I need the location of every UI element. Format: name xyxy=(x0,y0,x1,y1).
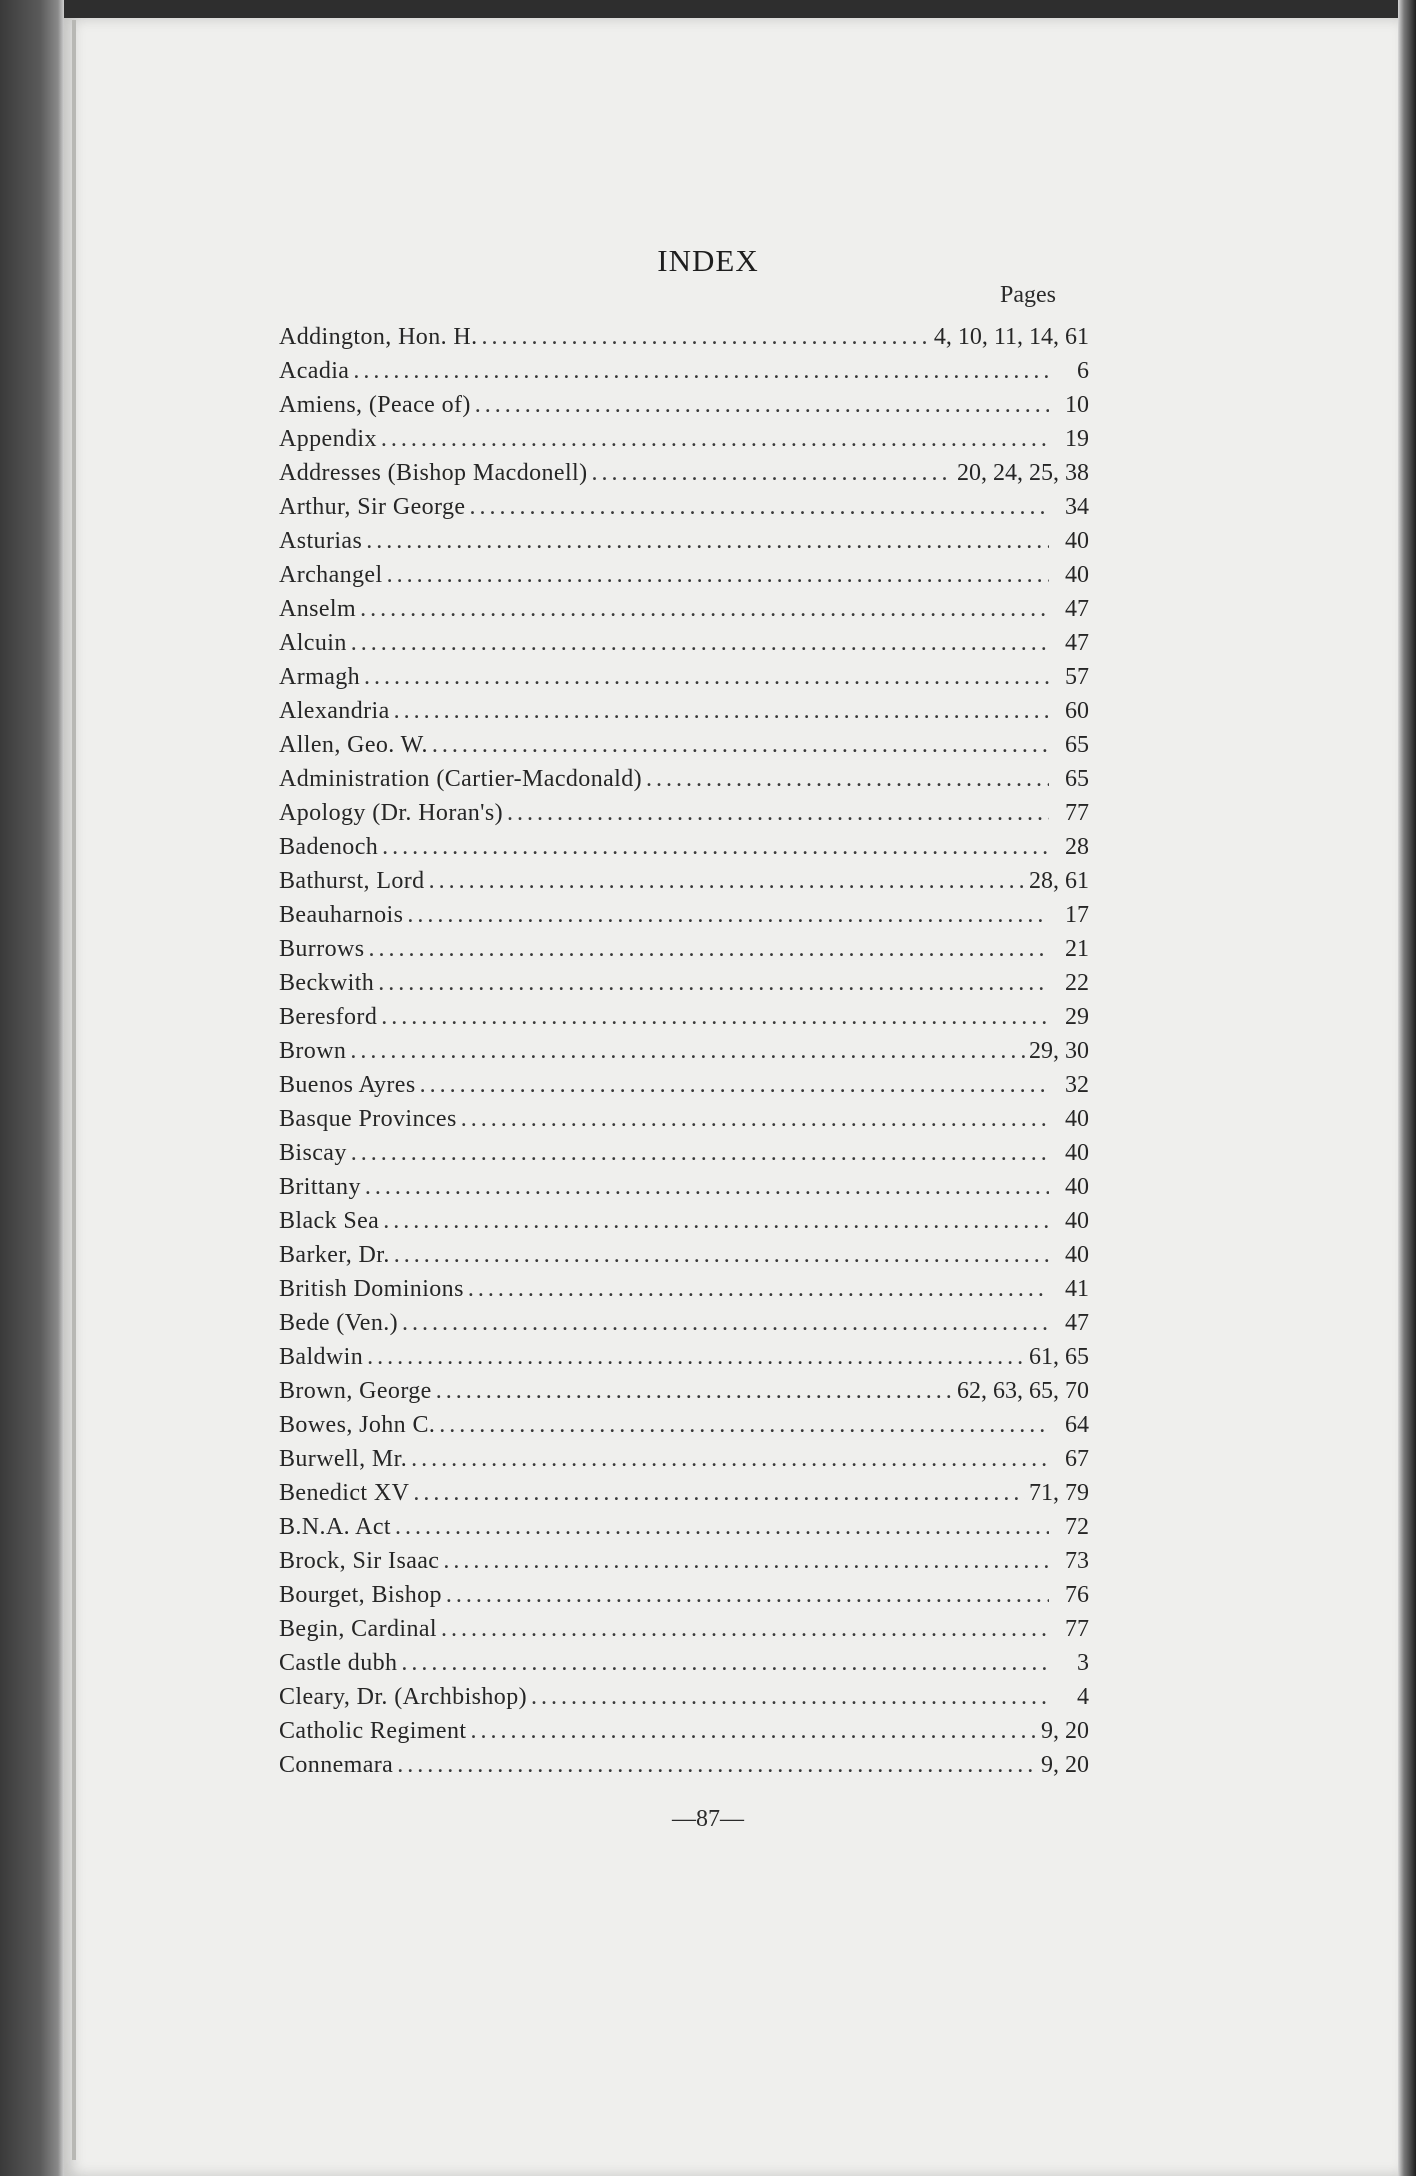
index-entry-pages: 4, 10, 11, 14, 61 xyxy=(933,324,1089,350)
index-entry-pages: 76 xyxy=(1065,1582,1089,1608)
binding-line xyxy=(72,20,76,2160)
index-entry xyxy=(279,388,1089,422)
index-entry xyxy=(279,1374,1089,1408)
index-entry-name: Addresses (Bishop Macdonell) xyxy=(279,460,588,486)
index-entry-name: Acadia xyxy=(279,358,350,384)
index-entry-pages: 28, 61 xyxy=(1029,868,1089,894)
index-entry-name: Alcuin xyxy=(279,630,347,656)
dot-leader xyxy=(475,388,1049,422)
dot-leader xyxy=(439,1408,1049,1442)
index-entry-name: Connemara xyxy=(279,1752,394,1778)
dot-leader xyxy=(381,422,1049,456)
index-entry-name: Biscay xyxy=(279,1140,347,1166)
index-entry-name: British Dominions xyxy=(279,1276,464,1302)
index-entry-pages: 77 xyxy=(1065,800,1089,826)
dot-leader xyxy=(429,864,1025,898)
index-entry xyxy=(279,1714,1089,1748)
index-entry xyxy=(279,1306,1089,1340)
index-entry-name: Brittany xyxy=(279,1174,361,1200)
index-entry-name: Beauharnois xyxy=(279,902,404,928)
index-entry-pages: 17 xyxy=(1065,902,1089,928)
index-entry-name: Cleary, Dr. (Archbishop) xyxy=(279,1684,527,1710)
index-entry-pages: 40 xyxy=(1065,1106,1089,1132)
index-entry-pages: 9, 20 xyxy=(1041,1752,1089,1778)
index-entry-pages: 4 xyxy=(1077,1684,1089,1710)
index-entry-name: Archangel xyxy=(279,562,383,588)
index-entry xyxy=(279,1340,1089,1374)
dot-leader xyxy=(395,1510,1049,1544)
index-entry-pages: 47 xyxy=(1065,630,1089,656)
index-entry-pages: 6 xyxy=(1077,358,1089,384)
index-entry-pages: 41 xyxy=(1065,1276,1089,1302)
index-entry-pages: 47 xyxy=(1065,1310,1089,1336)
index-entry-name: Allen, Geo. W. xyxy=(279,732,428,758)
index-entry xyxy=(279,1612,1089,1646)
dot-leader xyxy=(387,558,1049,592)
index-entry xyxy=(279,932,1089,966)
index-entry xyxy=(279,1102,1089,1136)
index-entry-pages: 10 xyxy=(1065,392,1089,418)
dot-leader xyxy=(351,1136,1049,1170)
index-entry xyxy=(279,456,1089,490)
index-entry xyxy=(279,1748,1089,1782)
index-entry xyxy=(279,524,1089,558)
index-entry xyxy=(279,422,1089,456)
index-entry-name: Black Sea xyxy=(279,1208,380,1234)
dot-leader xyxy=(382,830,1049,864)
dot-leader xyxy=(383,1204,1049,1238)
index-entry-name: Beckwith xyxy=(279,970,375,996)
dot-leader xyxy=(381,1000,1049,1034)
index-entry-name: Brock, Sir Isaac xyxy=(279,1548,440,1574)
index-entry-name: Apology (Dr. Horan's) xyxy=(279,800,504,826)
dot-leader xyxy=(407,898,1049,932)
index-entry xyxy=(279,490,1089,524)
dot-leader xyxy=(413,1476,1025,1510)
dot-leader xyxy=(350,1034,1025,1068)
index-entry-name: Bowes, John C. xyxy=(279,1412,436,1438)
index-entry-name: Brown, George xyxy=(279,1378,432,1404)
index-entry xyxy=(279,1238,1089,1272)
index-entry-pages: 40 xyxy=(1065,1242,1089,1268)
index-entry-pages: 32 xyxy=(1065,1072,1089,1098)
index-entry xyxy=(279,558,1089,592)
dot-leader xyxy=(397,1748,1037,1782)
index-entry-pages: 71, 79 xyxy=(1029,1480,1089,1506)
index-entry-name: Appendix xyxy=(279,426,377,452)
index-entry xyxy=(279,864,1089,898)
scan-left-edge xyxy=(0,0,64,2176)
dot-leader xyxy=(420,1068,1049,1102)
index-entry-pages: 20, 24, 25, 38 xyxy=(957,460,1089,486)
dot-leader xyxy=(469,490,1049,524)
page-number: —87— xyxy=(672,1806,744,1832)
index-entry-name: Amiens, (Peace of) xyxy=(279,392,471,418)
index-entry-pages: 67 xyxy=(1065,1446,1089,1472)
index-entry-name: Arthur, Sir George xyxy=(279,494,466,520)
index-entry xyxy=(279,1408,1089,1442)
index-entry xyxy=(279,1476,1089,1510)
index-entry-name: Badenoch xyxy=(279,834,379,860)
dot-leader xyxy=(368,932,1049,966)
page-title: INDEX xyxy=(657,243,759,278)
index-entry-list xyxy=(279,320,1089,1782)
index-entry-pages: 61, 65 xyxy=(1029,1344,1089,1370)
index-entry-name: Catholic Regiment xyxy=(279,1718,467,1744)
index-entry-pages: 77 xyxy=(1065,1616,1089,1642)
index-entry xyxy=(279,1544,1089,1578)
index-entry-pages: 34 xyxy=(1065,494,1089,520)
index-entry xyxy=(279,592,1089,626)
index-entry-pages: 47 xyxy=(1065,596,1089,622)
dot-leader xyxy=(353,354,1049,388)
index-entry xyxy=(279,1034,1089,1068)
scan-right-edge xyxy=(1398,0,1416,2176)
index-entry-name: Administration (Cartier-Macdonald) xyxy=(279,766,643,792)
index-entry xyxy=(279,1442,1089,1476)
dot-leader xyxy=(378,966,1049,1000)
index-entry-pages: 64 xyxy=(1065,1412,1089,1438)
index-entry-name: Anselm xyxy=(279,596,357,622)
index-entry-name: Alexandria xyxy=(279,698,390,724)
index-entry-pages: 3 xyxy=(1077,1650,1089,1676)
index-entry-name: Begin, Cardinal xyxy=(279,1616,437,1642)
index-entry-pages: 73 xyxy=(1065,1548,1089,1574)
index-entry-name: Benedict XV xyxy=(279,1480,410,1506)
index-entry xyxy=(279,1170,1089,1204)
index-entry-name: Beresford xyxy=(279,1004,378,1030)
index-entry-pages: 60 xyxy=(1065,698,1089,724)
index-entry xyxy=(279,966,1089,1000)
dot-leader xyxy=(394,694,1049,728)
index-entry-pages: 29 xyxy=(1065,1004,1089,1030)
index-entry xyxy=(279,354,1089,388)
dot-leader xyxy=(402,1306,1049,1340)
dot-leader xyxy=(470,1714,1037,1748)
index-entry-name: Bede (Ven.) xyxy=(279,1310,399,1336)
index-entry-pages: 9, 20 xyxy=(1041,1718,1089,1744)
index-entry-name: Bourget, Bishop xyxy=(279,1582,442,1608)
index-entry-pages: 22 xyxy=(1065,970,1089,996)
dot-leader xyxy=(443,1544,1049,1578)
dot-leader xyxy=(591,456,953,490)
index-entry-name: Buenos Ayres xyxy=(279,1072,416,1098)
index-entry xyxy=(279,1646,1089,1680)
index-entry-pages: 40 xyxy=(1065,528,1089,554)
index-entry xyxy=(279,762,1089,796)
dot-leader xyxy=(468,1272,1049,1306)
dot-leader xyxy=(367,1340,1025,1374)
index-entry-pages: 62, 63, 65, 70 xyxy=(957,1378,1089,1404)
dot-leader xyxy=(646,762,1049,796)
dot-leader xyxy=(401,1646,1049,1680)
index-entry-pages: 40 xyxy=(1065,1140,1089,1166)
index-entry xyxy=(279,1510,1089,1544)
index-entry-name: Brown xyxy=(279,1038,347,1064)
index-entry-name: Barker, Dr. xyxy=(279,1242,390,1268)
scan-top-edge xyxy=(0,0,1416,20)
dot-leader xyxy=(441,1612,1049,1646)
index-entry-pages: 57 xyxy=(1065,664,1089,690)
pages-column-heading: Pages xyxy=(1000,282,1056,308)
index-entry xyxy=(279,796,1089,830)
index-entry-pages: 29, 30 xyxy=(1029,1038,1089,1064)
index-entry xyxy=(279,1680,1089,1714)
index-entry-name: Burrows xyxy=(279,936,365,962)
index-entry xyxy=(279,1272,1089,1306)
dot-leader xyxy=(446,1578,1049,1612)
index-entry-pages: 40 xyxy=(1065,1208,1089,1234)
dot-leader xyxy=(366,524,1049,558)
dot-leader xyxy=(436,1374,953,1408)
index-entry xyxy=(279,1068,1089,1102)
index-entry-pages: 65 xyxy=(1065,766,1089,792)
index-entry-name: Burwell, Mr. xyxy=(279,1446,408,1472)
index-entry xyxy=(279,320,1089,354)
index-entry xyxy=(279,1000,1089,1034)
index-entry xyxy=(279,1578,1089,1612)
dot-leader xyxy=(351,626,1049,660)
index-entry-name: Baldwin xyxy=(279,1344,364,1370)
dot-leader xyxy=(365,1170,1049,1204)
index-entry-name: Basque Provinces xyxy=(279,1106,457,1132)
index-entry-pages: 28 xyxy=(1065,834,1089,860)
dot-leader xyxy=(364,660,1049,694)
index-entry-name: Bathurst, Lord xyxy=(279,868,425,894)
index-entry-pages: 19 xyxy=(1065,426,1089,452)
dot-leader xyxy=(394,1238,1049,1272)
index-entry xyxy=(279,694,1089,728)
index-entry-pages: 65 xyxy=(1065,732,1089,758)
index-entry-pages: 21 xyxy=(1065,936,1089,962)
index-entry-name: Asturias xyxy=(279,528,363,554)
index-entry xyxy=(279,898,1089,932)
dot-leader xyxy=(507,796,1049,830)
index-entry xyxy=(279,830,1089,864)
index-entry-name: Castle dubh xyxy=(279,1650,398,1676)
dot-leader xyxy=(482,320,930,354)
index-entry xyxy=(279,1136,1089,1170)
dot-leader xyxy=(411,1442,1049,1476)
index-entry-name: Addington, Hon. H. xyxy=(279,324,478,350)
index-entry xyxy=(279,1204,1089,1238)
index-entry-pages: 40 xyxy=(1065,562,1089,588)
index-entry xyxy=(279,660,1089,694)
dot-leader xyxy=(461,1102,1049,1136)
index-entry-name: Armagh xyxy=(279,664,361,690)
dot-leader xyxy=(432,728,1049,762)
index-entry xyxy=(279,626,1089,660)
index-entry-pages: 40 xyxy=(1065,1174,1089,1200)
index-entry xyxy=(279,728,1089,762)
index-entry-name: B.N.A. Act xyxy=(279,1514,391,1540)
dot-leader xyxy=(360,592,1049,626)
dot-leader xyxy=(531,1680,1049,1714)
index-entry-pages: 72 xyxy=(1065,1514,1089,1540)
